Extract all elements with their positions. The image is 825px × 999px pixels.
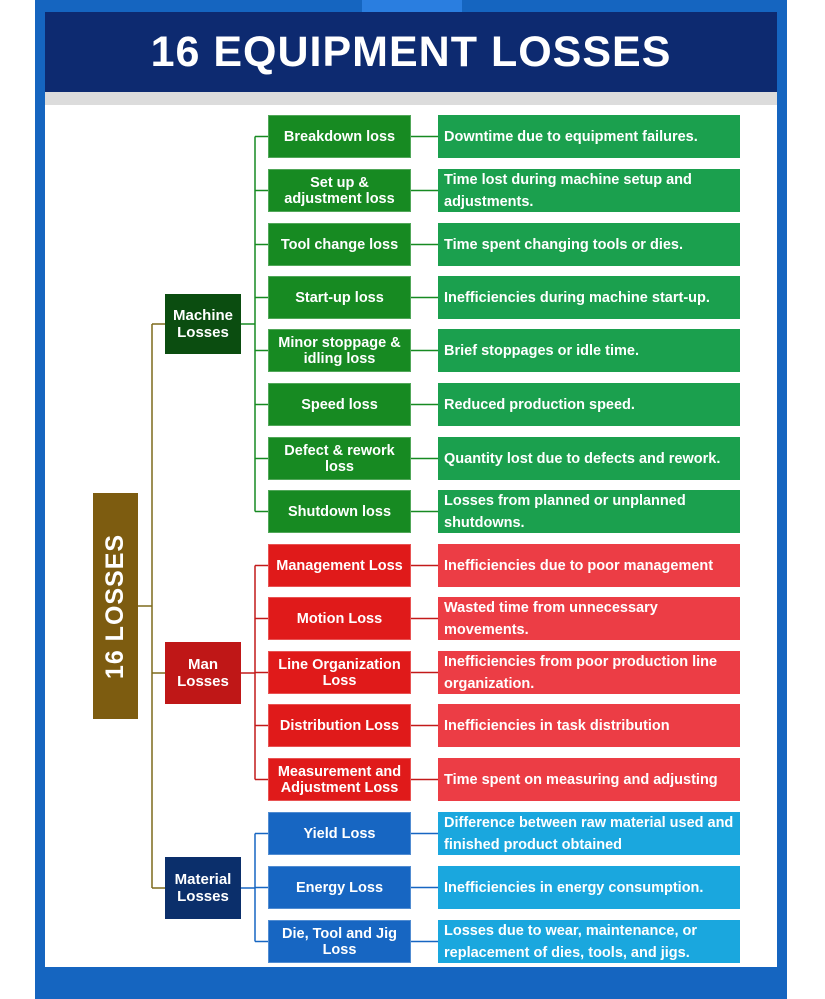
description-text: Inefficiencies in task distribution xyxy=(444,717,670,734)
description-text: Time spent on measuring and adjusting xyxy=(444,771,718,788)
loss-label: Start-up loss xyxy=(295,289,384,306)
description-text: Inefficiencies during machine start-up. xyxy=(444,289,710,306)
description-text: Inefficiencies due to poor management xyxy=(444,557,714,574)
description-shutdown xyxy=(438,490,740,533)
category-machine-losses xyxy=(165,294,241,354)
description-speed xyxy=(438,383,740,426)
loss-setup-adjustment xyxy=(268,169,411,212)
description-text: Quantity lost due to defects and rework. xyxy=(444,450,721,467)
loss-label: Breakdown loss xyxy=(283,128,396,145)
category-label: Man Losses xyxy=(177,656,229,690)
description-energy xyxy=(438,866,740,909)
loss-label: Speed loss xyxy=(301,396,378,413)
description-text: Inefficiencies from poor production line organization. xyxy=(444,653,718,692)
page-title: 16 EQUIPMENT LOSSES xyxy=(150,28,672,76)
description-text: Wasted time from unnecessary movements. xyxy=(444,599,658,638)
loss-die-tool-jig xyxy=(268,920,411,963)
loss-management xyxy=(268,544,411,587)
description-measurement-adjustment xyxy=(438,758,740,801)
loss-label: Shutdown loss xyxy=(287,503,392,520)
root-node xyxy=(93,493,138,719)
description-text: Inefficiencies in energy consumption. xyxy=(444,879,704,896)
loss-label: Minor stoppage & idling loss xyxy=(278,334,401,367)
description-text: Time lost during machine setup and adjustments. xyxy=(444,171,692,210)
description-text: Losses from planned or unplanned shutdowns. xyxy=(444,492,686,531)
description-motion xyxy=(438,597,740,640)
description-line-organization xyxy=(438,651,740,694)
description-management xyxy=(438,544,740,587)
loss-label: Line Organization Loss xyxy=(278,656,401,689)
loss-speed xyxy=(268,383,411,426)
description-text: Reduced production speed. xyxy=(444,396,635,413)
description-minor-stoppage xyxy=(438,329,740,372)
description-die-tool-jig xyxy=(438,920,740,963)
description-yield xyxy=(438,812,740,855)
description-text: Losses due to wear, maintenance, or replacement of dies, tools, and jigs. xyxy=(444,922,698,961)
loss-label: Measurement and Adjustment Loss xyxy=(277,763,402,796)
loss-label: Set up & adjustment loss xyxy=(284,174,395,207)
description-text: Time spent changing tools or dies. xyxy=(444,236,684,253)
loss-distribution xyxy=(268,704,411,747)
loss-label: Management Loss xyxy=(276,557,403,574)
root-label: 16 LOSSES xyxy=(101,533,130,679)
loss-label: Distribution Loss xyxy=(279,717,400,734)
category-material-losses xyxy=(165,857,241,919)
description-setup-adjustment xyxy=(438,169,740,212)
loss-breakdown xyxy=(268,115,411,158)
description-defect-rework xyxy=(438,437,740,480)
description-text: Downtime due to equipment failures. xyxy=(444,128,698,145)
loss-shutdown xyxy=(268,490,411,533)
loss-label: Die, Tool and Jig Loss xyxy=(282,925,397,958)
loss-label: Tool change loss xyxy=(280,236,399,253)
loss-energy xyxy=(268,866,411,909)
category-label: Material Losses xyxy=(174,871,232,905)
loss-measurement-adjustment xyxy=(268,758,411,801)
loss-label: Defect & rework loss xyxy=(284,442,395,475)
loss-label: Energy Loss xyxy=(295,879,384,896)
category-man-losses xyxy=(165,642,241,704)
description-distribution xyxy=(438,704,740,747)
description-start-up xyxy=(438,276,740,319)
loss-defect-rework xyxy=(268,437,411,480)
description-tool-change xyxy=(438,223,740,266)
loss-label: Motion Loss xyxy=(296,610,383,627)
loss-yield xyxy=(268,812,411,855)
description-text: Brief stoppages or idle time. xyxy=(444,342,639,359)
loss-motion xyxy=(268,597,411,640)
loss-minor-stoppage xyxy=(268,329,411,372)
description-text: Difference between raw material used and finished product obtained xyxy=(444,814,734,853)
description-breakdown xyxy=(438,115,740,158)
loss-label: Yield Loss xyxy=(303,825,376,842)
loss-line-organization xyxy=(268,651,411,694)
category-label: Machine Losses xyxy=(172,307,233,341)
loss-start-up xyxy=(268,276,411,319)
loss-tool-change xyxy=(268,223,411,266)
